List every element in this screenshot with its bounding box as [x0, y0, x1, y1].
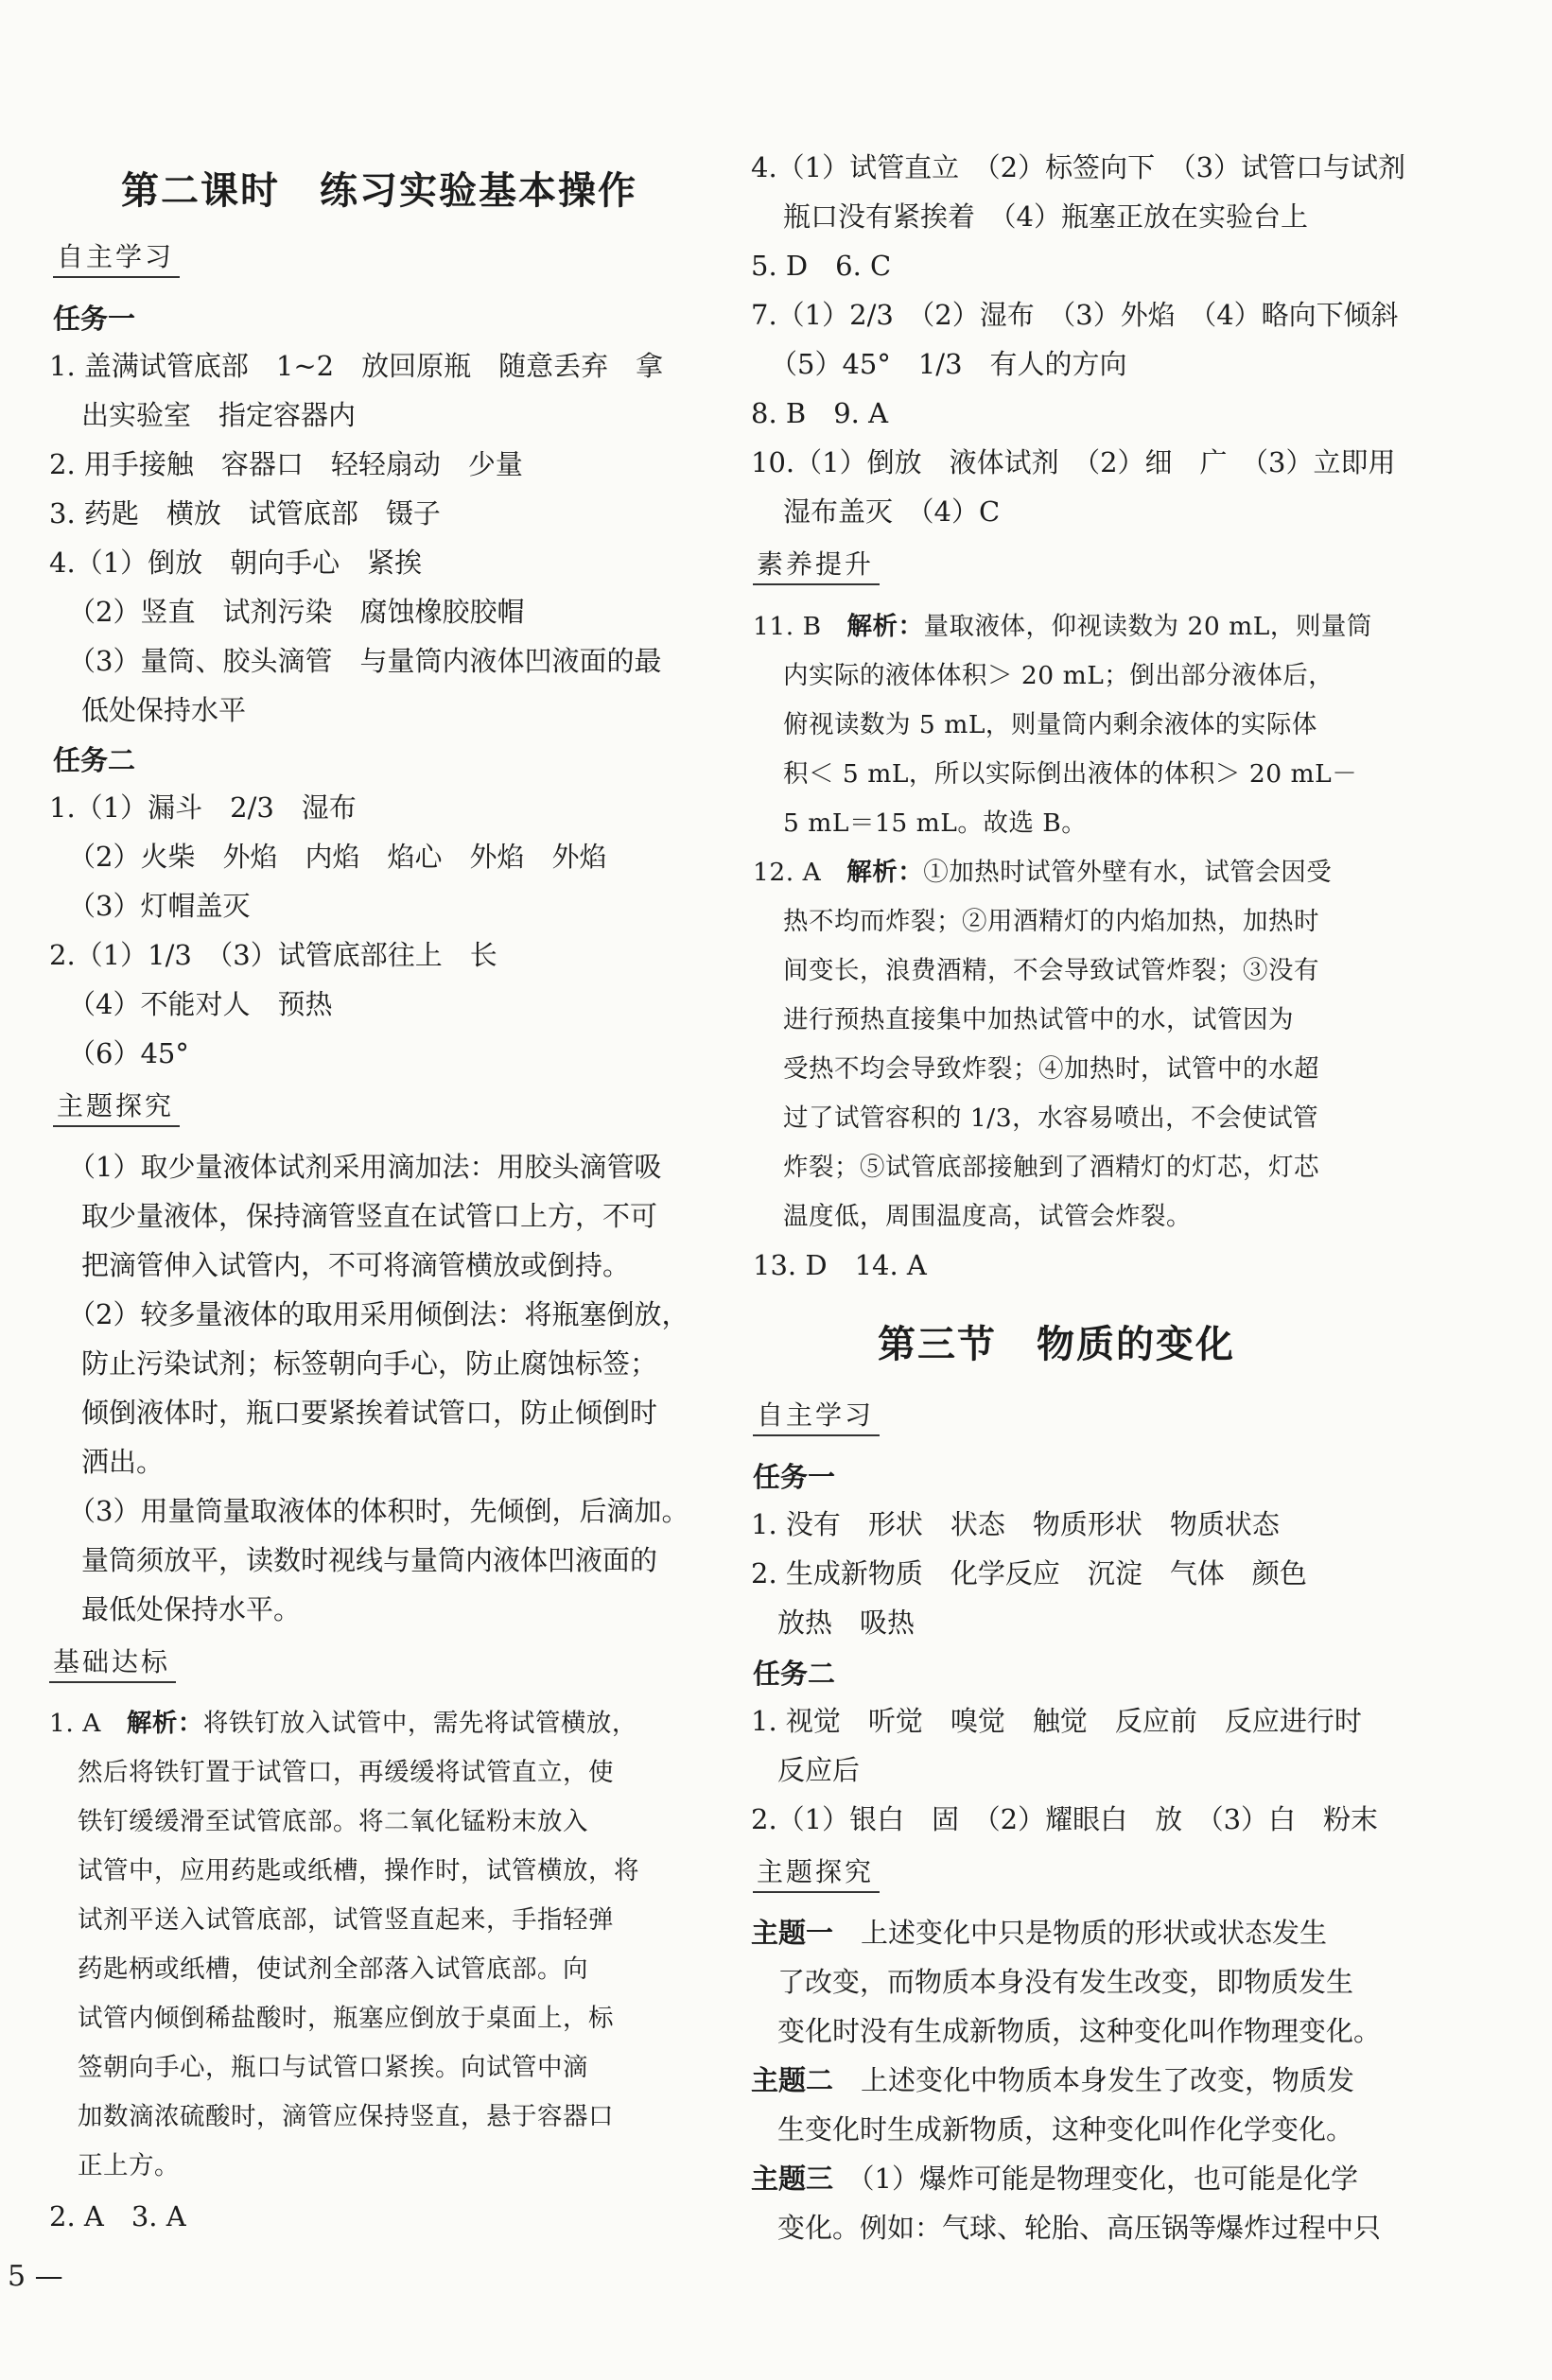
answer-line: （1）取少量液体试剂采用滴加法：用胶头滴管吸: [68, 1151, 662, 1183]
section-heading-zhuti: 主题探究: [53, 1086, 180, 1127]
explanation-line: 铁钉缓缓滑至试管底部。将二氧化锰粉末放入: [78, 1807, 588, 1836]
explanation-line: 热不均而炸裂；②用酒精灯的内焰加热，加热时: [783, 907, 1319, 936]
answer-line: 5. D 6. C: [751, 250, 892, 282]
answer-line: 了改变，而物质本身没有发生改变，即物质发生: [777, 1966, 1354, 1998]
answer-line: （3）用量筒量取液体的体积时，先倾倒，后滴加。: [68, 1495, 689, 1527]
explanation-line: 5 mL＝15 mL。故选 B。: [783, 808, 1088, 838]
answer-line: 低处保持水平: [81, 694, 247, 726]
answer-line: 2.（1）1/3 （3）试管底部往上 长: [49, 939, 497, 971]
answer-line: 1. 盖满试管底部 1~2 放回原瓶 随意丢弃 拿: [49, 350, 664, 382]
section-title: 第三节 物质的变化: [878, 1322, 1235, 1366]
task-two-label: 任务二: [753, 1658, 836, 1690]
answer-line: 2. 用手接触 容器口 轻轻扇动 少量: [49, 448, 523, 480]
explanation-line: 内实际的液体体积＞ 20 mL；倒出部分液体后，: [783, 661, 1334, 690]
answer-line: 7.（1）2/3 （2）湿布 （3）外焰 （4）略向下倾斜: [751, 299, 1399, 331]
answer-line: 3. 药匙 横放 试管底部 镊子: [49, 497, 441, 530]
explanation-line: 进行预热直接集中加热试管中的水，试管因为: [783, 1005, 1294, 1034]
answer-line: （2）火柴 外焰 内焰 焰心 外焰 外焰: [68, 841, 607, 873]
explanation-line: 受热不均会导致炸裂；④加热时，试管中的水超: [783, 1054, 1319, 1084]
answer-line: （5）45° 1/3 有人的方向: [770, 348, 1127, 380]
answer-line: 13. D 14. A: [753, 1249, 927, 1281]
answer-line: 最低处保持水平。: [81, 1593, 302, 1625]
answer-line: 出实验室 指定容器内: [81, 399, 357, 431]
answer-line: （4）不能对人 预热: [68, 988, 333, 1020]
answer-line: 倾倒液体时，瓶口要紧挨着试管口，防止倾倒时: [81, 1397, 658, 1429]
explanation-line: 1. A 解析：将铁钉放入试管中，需先将试管横放，: [49, 1709, 637, 1738]
answer-line: （6）45°: [68, 1037, 189, 1069]
answer-line: 1. 没有 形状 状态 物质形状 物质状态: [751, 1508, 1280, 1540]
answer-line: 反应后: [777, 1754, 861, 1786]
answer-line: （2）较多量液体的取用采用倾倒法：将瓶塞倒放，: [68, 1298, 689, 1330]
section-heading-zizhu2: 自主学习: [753, 1395, 880, 1436]
section-heading-suyang: 素养提升: [753, 544, 880, 585]
explanation-line: 俯视读数为 5 mL，则量筒内剩余液体的实际体: [783, 710, 1317, 739]
answer-line: 1. 视觉 听觉 嗅觉 触觉 反应前 反应进行时: [751, 1705, 1362, 1737]
answer-line: （3）量筒、胶头滴管 与量筒内液体凹液面的最: [68, 645, 662, 677]
answer-line: 量筒须放平，读数时视线与量筒内液体凹液面的: [81, 1544, 658, 1576]
question-number: 12. A: [753, 858, 847, 887]
task-two-label: 任务二: [53, 744, 136, 776]
topic-label: 主题二: [751, 2064, 834, 2096]
explanation-line: 11. B 解析：量取液体，仰视读数为 20 mL，则量筒: [753, 612, 1372, 641]
explanation-line: 炸裂；⑤试管底部接触到了酒精灯的灯芯，灯芯: [783, 1153, 1319, 1182]
explanation-line: 药匙柄或纸槽，使试剂全部落入试管底部。向: [78, 1954, 588, 1984]
section-heading-jichu: 基础达标: [49, 1642, 176, 1683]
task-one-label: 任务一: [53, 303, 136, 335]
answer-line: 变化。例如：气球、轮胎、高压锅等爆炸过程中只: [777, 2212, 1382, 2244]
explanation-line: 积＜ 5 mL，所以实际倒出液体的体积＞ 20 mL－: [783, 759, 1358, 789]
answer-line: 把滴管伸入试管内，不可将滴管横放或倒持。: [81, 1249, 631, 1281]
answer-line: 主题二 上述变化中物质本身发生了改变，物质发: [751, 2064, 1355, 2096]
answer-line: 4.（1）试管直立 （2）标签向下 （3）试管口与试剂: [751, 151, 1406, 183]
explanation-line: 温度低，周围温度高，试管会炸裂。: [783, 1202, 1192, 1231]
answer-line: 1.（1）漏斗 2/3 湿布: [49, 791, 357, 824]
explanation-label: 解析：: [126, 1709, 203, 1738]
answer-line: 8. B 9. A: [751, 397, 889, 429]
explanation-line: 试剂平送入试管底部，试管竖直起来，手指轻弹: [78, 1905, 614, 1935]
explanation-line: 正上方。: [78, 2151, 180, 2180]
explanation-label: 解析：: [846, 612, 924, 641]
answer-line: 主题三 （1）爆炸可能是物理变化，也可能是化学: [751, 2163, 1358, 2195]
answer-line: 瓶口没有紧挨着 （4）瓶塞正放在实验台上: [783, 200, 1308, 233]
explanation-line: 试管中，应用药匙或纸槽，操作时，试管横放，将: [78, 1856, 639, 1885]
explanation-line: 然后将铁钉置于试管口，再缓缓将试管直立，使: [78, 1758, 614, 1787]
answer-line: 放热 吸热: [777, 1607, 916, 1639]
answer-line: 变化时没有生成新物质，这种变化叫作物理变化。: [777, 2015, 1382, 2047]
answer-line: 湿布盖灭 （4）C: [783, 495, 1001, 528]
answer-line: （2）竖直 试剂污染 腐蚀橡胶胶帽: [68, 596, 525, 628]
explanation-line: 过了试管容积的 1/3，水容易喷出，不会使试管: [783, 1103, 1319, 1133]
question-number: 1. A: [49, 1709, 127, 1738]
answer-line: 2.（1）银白 固 （2）耀眼白 放 （3）白 粉末: [751, 1803, 1379, 1835]
answer-line: 取少量液体，保持滴管竖直在试管口上方，不可: [81, 1200, 658, 1232]
answer-line: 2. A 3. A: [49, 2200, 186, 2232]
answer-line: （3）灯帽盖灭: [68, 890, 251, 922]
page-number: 5 —: [8, 2260, 63, 2293]
explanation-line: 12. A 解析：①加热时试管外壁有水，试管会因受: [753, 858, 1333, 887]
explanation-line: 试管内倾倒稀盐酸时，瓶塞应倒放于桌面上，标: [78, 2004, 614, 2033]
explanation-line: 加数滴浓硫酸时，滴管应保持竖直，悬于容器口: [78, 2102, 614, 2131]
answer-line: 主题一 上述变化中只是物质的形状或状态发生: [751, 1917, 1328, 1949]
explanation-label: 解析：: [846, 858, 924, 887]
answer-line: 生变化时生成新物质，这种变化叫作化学变化。: [777, 2113, 1354, 2145]
question-number: 11. B: [753, 612, 847, 641]
topic-label: 主题一: [751, 1917, 834, 1949]
answer-line: 2. 生成新物质 化学反应 沉淀 气体 颜色: [751, 1557, 1307, 1590]
explanation-line: 签朝向手心，瓶口与试管口紧挨。向试管中滴: [78, 2053, 588, 2082]
section-heading-zhuti2: 主题探究: [753, 1851, 880, 1893]
answer-line: 10.（1）倒放 液体试剂 （2）细 广 （3）立即用: [751, 446, 1396, 478]
section-heading-zizhu: 自主学习: [53, 236, 180, 278]
lesson-title: 第二课时 练习实验基本操作: [121, 168, 637, 213]
answer-line: 洒出。: [81, 1446, 165, 1478]
task-one-label: 任务一: [753, 1461, 836, 1493]
topic-label: 主题三: [751, 2163, 834, 2195]
answer-line: 防止污染试剂；标签朝向手心，防止腐蚀标签；: [81, 1347, 658, 1380]
answer-line: 4.（1）倒放 朝向手心 紧挨: [49, 547, 423, 579]
explanation-line: 间变长，浪费酒精，不会导致试管炸裂；③没有: [783, 956, 1319, 985]
